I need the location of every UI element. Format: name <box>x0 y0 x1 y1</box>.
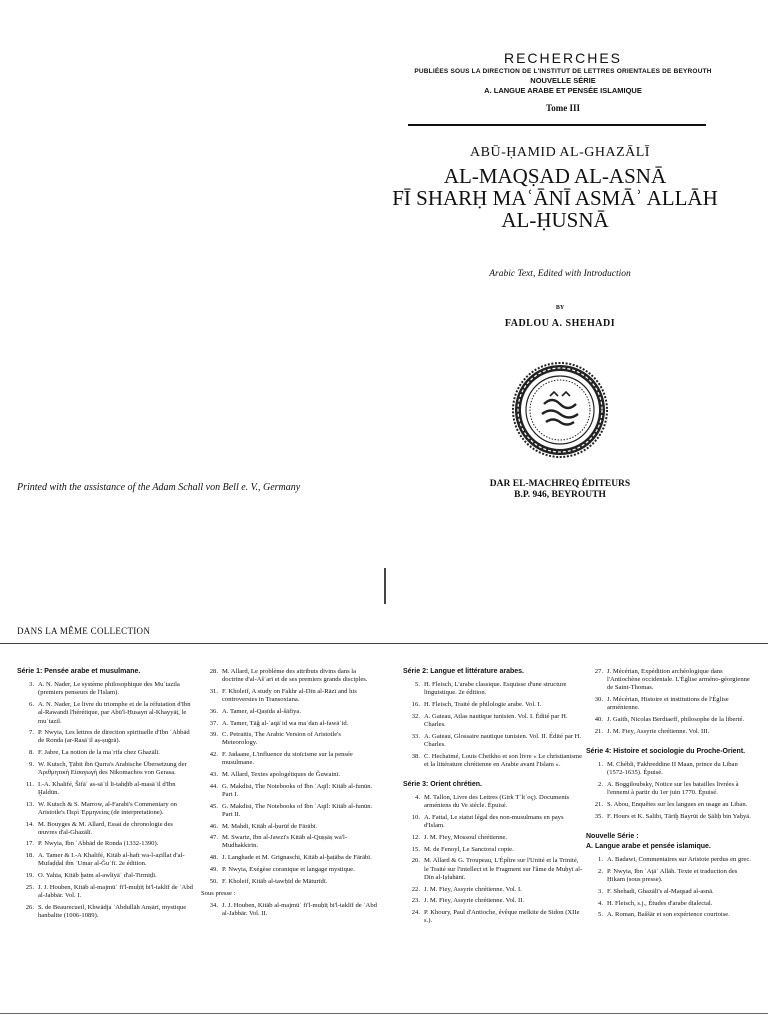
entry-text: C. Petraitis, The Arabic Version of Aristotle's Meteorology. <box>222 731 341 747</box>
entry-number: 24. <box>411 908 420 916</box>
new-series-section: A. Langue arabe et pensée islamique. <box>586 843 711 851</box>
entry-text: J. Mécérian, Histoire et institutions de l'Église arménienne. <box>607 696 729 712</box>
entry-number: 37. <box>209 719 218 727</box>
list-item <box>586 801 756 809</box>
list-item <box>586 668 756 693</box>
title-line-2: FĪ SHARḤ MAʿĀNĪ ASMĀʾ ALLĀH <box>392 186 718 210</box>
entry-number: 22. <box>411 885 420 893</box>
list-item <box>201 771 377 779</box>
series-section: A. LANGUE ARABE ET PENSÉE ISLAMIQUE <box>484 86 642 95</box>
by-label: BY <box>555 305 565 311</box>
series-3-list <box>403 794 583 925</box>
entry-text: P. Nwyia, Les lettres de direction spirituelle d'Ibn ʿAbbād de Ronda (ar-Rasāʾil aṣ-ṣuġrā). <box>38 729 190 745</box>
list-item <box>17 781 193 797</box>
entry-text: F. Kholeif, A study on Fakhr al-Dīn al-Rāzī and his controversies in Transoxiana. <box>222 687 357 704</box>
entry-number: 47. <box>209 834 218 842</box>
list-item <box>403 814 583 830</box>
series-4-heading: Série 4: Histoire et sociologie du Proche-Orient. <box>586 747 746 755</box>
entry-number: 42. <box>209 751 218 759</box>
entry-text: H. Fleisch, s.j., Études d'arabe dialectal. <box>607 899 713 907</box>
title-line-1: AL-MAQṢAD AL-ASNĀ <box>443 164 667 188</box>
series-title: RECHERCHES <box>503 50 622 66</box>
publisher-seal-icon <box>510 360 610 460</box>
list-item <box>17 729 193 745</box>
entry-number: 16. <box>411 701 420 709</box>
list-item <box>17 904 193 920</box>
entry-number: 45. <box>209 802 218 810</box>
publisher-address: B.P. 946, BEYROUTH <box>514 490 606 500</box>
entry-text: S. de Beaurecueil, Khwādja ʿAbdullāh Anṣārī, mystique hanbalite (1006-1089). <box>38 903 187 919</box>
list-item <box>586 856 756 864</box>
in-press-label: Sous presse : <box>201 889 236 897</box>
printed-note: Printed with the assistance of the Adam Schall von Bell e. V., Germany <box>17 482 301 493</box>
entry-number: 27. <box>594 668 603 675</box>
series-3-continued-list <box>586 668 756 736</box>
entry-text: A. Badawi, Commentaires sur Aristote perdus en grec. <box>607 856 751 864</box>
entry-number: 13. <box>25 800 34 808</box>
fold-mark <box>384 568 386 604</box>
entry-text: W. Kutsch & S. Marrow, al-Farabi's Commentary on Aristotle's Περὶ Ἑρμηνείας (de interpretatione). <box>38 800 177 816</box>
list-item <box>201 803 377 819</box>
list-item <box>201 834 377 850</box>
entry-number: 7. <box>29 729 34 737</box>
column-1 <box>17 668 193 924</box>
list-item <box>17 701 193 726</box>
entry-text: P. Khoury, Paul d'Antioche, évêque melkite de Sidon (XIIe s.). <box>424 908 580 925</box>
entry-number: 12. <box>411 834 420 842</box>
header-rule <box>408 124 706 126</box>
list-item <box>403 681 583 697</box>
column-4 <box>586 668 756 923</box>
entry-text: A. Gateau, Atlas nautique tunisien. Vol. I. Édité par H. Charles. <box>424 712 568 729</box>
entry-number: 21. <box>594 800 603 808</box>
entry-text: M. Allard, Textes apologétiques de Ǧuwainī. <box>222 771 341 779</box>
entry-number: 14. <box>25 820 34 828</box>
entry-number: 43. <box>209 771 218 779</box>
list-item <box>403 753 583 769</box>
list-item <box>403 886 583 894</box>
entry-number: 38. <box>411 752 420 760</box>
entry-text: J. M. Fiey, Assyrie chrétienne. Vol. III. <box>607 727 710 735</box>
entry-number: 5. <box>415 681 420 689</box>
entry-text: M. de Fenoyl, Le Sanctoral copte. <box>424 845 514 853</box>
entry-text: A. Boggiloubsky, Notice sur les batailles livrées à l'ennemi à partir du 1er juin 1770. Épuisé. <box>607 781 739 797</box>
list-item <box>586 781 756 797</box>
entry-text: M. Tallon, Livre des Lettres (Girk Tʿltʿoç). Documents arméniens du Ve siècle. Épuisé. <box>424 794 570 810</box>
entry-text: J. Gaith, Nicolas Berdiaeff, philosophe de la liberté. <box>607 716 745 724</box>
entry-number: 1. <box>598 856 603 864</box>
entry-number: 9. <box>29 760 34 768</box>
series-new: NOUVELLE SÉRIE <box>530 76 596 85</box>
tome-label: Tome III <box>546 103 580 113</box>
entry-number: 2. <box>598 867 603 875</box>
list-item <box>403 846 583 854</box>
entry-text: J. M. Fiey, Assyrie chrétienne. Vol. I. <box>424 885 522 893</box>
list-item <box>201 823 377 831</box>
series-2-heading: Série 2: Langue et littérature arabes. <box>403 668 524 675</box>
entry-text: J. J. Houben, Kitāb al-majmūʿ fī'l-muḥīṭ bi'l-taklīf de ʿAbd al-Jabbār. Vol. II. <box>222 901 377 918</box>
entry-number: 5. <box>598 911 603 919</box>
entry-text: A. N. Nader, Le système philosophique des Muʿtazila (premiers penseurs de l'Islam). <box>38 681 180 697</box>
entry-number: 25. <box>25 883 34 891</box>
list-item <box>201 668 377 684</box>
list-item <box>17 852 193 868</box>
list-item <box>201 688 377 704</box>
list-item <box>201 878 377 886</box>
entry-text: A. Fattal, Le statut légal des non-musulmans en pays d'Islam. <box>424 814 564 830</box>
list-item <box>586 911 756 919</box>
collection-rule <box>0 643 768 644</box>
entry-text: M. Chébli, Fakhreddine II Maan, prince du Liban (1572-1635). Épuisé. <box>607 761 738 777</box>
column-2 <box>201 668 377 922</box>
entry-number: 4. <box>415 794 420 802</box>
list-item <box>17 761 193 777</box>
list-item <box>17 872 193 880</box>
entry-number: 49. <box>209 865 218 873</box>
publisher <box>460 479 660 501</box>
list-item <box>586 728 756 736</box>
entry-number: 18. <box>25 852 34 860</box>
column-2-list <box>201 668 377 886</box>
entry-text: O. Yahia, Kitāb ḫatm al-awliyāʾ d'al-Tirmiḏī. <box>38 872 157 880</box>
entry-text: F. Shehadi, Ghazālī's al-Maqṣad al-asnā. <box>607 887 714 895</box>
entry-text: A. Gateau, Glossaire nautique tunisien. Vol. II. Édité par H. Charles. <box>424 732 582 748</box>
entry-text: F. Hours et K. Salibi, Tārīḫ Bayrūt de Ṣāliḥ bin Yaḥyā. <box>607 812 751 820</box>
bottom-rule <box>0 1013 768 1014</box>
entry-text: J. J. Houben, Kitāb al-majmūʿ fī'l-muḥīṭ bi'l-taklīf de ʿAbd al-Jabbār. Vol. I. <box>38 883 193 899</box>
list-item <box>17 840 193 848</box>
entry-number: 20. <box>411 857 420 865</box>
list-item <box>17 681 193 697</box>
entry-number: 26. <box>25 903 34 911</box>
entry-text: A. Tamer & I.-A Khalifé, Kitāb al-haft wa-l-aẓillat d'al-Mufaḍḍal ibn ʿUmar al-Ǧuʿfī. 2e édition. <box>38 852 185 868</box>
series-header <box>410 50 716 113</box>
entry-text: A. N. Nader, Le livre du triomphe et de la réfutation d'Ibn al-Rawandi l'hérétique, par Abū'l-Ḥusayn al-Khayyāṭ, le muʿtazil. <box>38 701 191 725</box>
entry-text: P. Nwyia, Exégèse coranique et langage mystique. <box>222 865 355 873</box>
entry-text: J. Mécérian, Expédition archéologique dans l'Antiochène occidentale. L'Église arméno-géorgienne de Saint-Thomas. <box>607 668 750 692</box>
entry-number: 30. <box>594 696 603 704</box>
series-4-list <box>586 761 756 821</box>
list-item <box>17 749 193 757</box>
entry-number: 31. <box>209 687 218 695</box>
entry-number: 23. <box>411 897 420 905</box>
entry-number: 28. <box>209 668 218 675</box>
entry-number: 4. <box>598 899 603 907</box>
entry-number: 36. <box>209 707 218 715</box>
title-line-3: AL-ḤUSNĀ <box>501 208 609 232</box>
list-item <box>17 884 193 900</box>
list-item <box>586 761 756 777</box>
entry-number: 1. <box>598 761 603 769</box>
series-1-heading: Série 1: Pensée arabe et musulmane. <box>17 668 141 675</box>
editor: FADLOU A. SHEHADI <box>504 318 616 329</box>
entry-number: 46. <box>209 822 218 830</box>
list-item <box>17 821 193 837</box>
new-series-heading: Nouvelle Série : <box>586 832 639 840</box>
entry-text: G. Makdisi, The Notebooks of Ibn ʿAqīl: Kitāb al-funūn. Part II. <box>222 802 373 818</box>
list-item <box>201 902 377 918</box>
subtitle: Arabic Text, Edited with Introduction <box>489 269 631 279</box>
list-item <box>403 897 583 905</box>
entry-text: M. Allard, Le problème des attributs divins dans la doctrine d'al-Ašʿarī et de ses premiers grands disciples. <box>222 668 368 684</box>
entry-number: 8. <box>29 749 34 757</box>
list-item <box>586 696 756 712</box>
entry-number: 11. <box>26 780 34 788</box>
list-item <box>201 751 377 767</box>
entry-text: P. Nwyia, Ibn ʿAbbād de Ronda (1332-1390). <box>38 840 159 848</box>
entry-text: A. Tamer, Tāǧ al-ʿaqāʾid wa maʿdan al-fawāʾid. <box>222 719 349 727</box>
entry-number: 35. <box>594 812 603 820</box>
entry-number: 48. <box>209 854 218 862</box>
entry-number: 15. <box>411 845 420 853</box>
list-item <box>403 713 583 729</box>
entry-text: M. Allard & G. Troupeau, L'Épître sur l'Unité et la Trinité, le Traité sur l'intellect et le Fragment sur l'âme de Muḥyī al-Dīn al-Iṣfahānī. <box>424 857 583 881</box>
entry-text: F. Jabre, La notion de la maʿrifa chez Ghazālī. <box>38 749 160 757</box>
list-item <box>586 813 756 821</box>
list-item <box>403 857 583 882</box>
list-item <box>586 868 756 884</box>
entry-text: J. Langhade et M. Grignaschi, Kitāb al-ḫaṭāba de Fārābī. <box>222 854 372 862</box>
list-item <box>201 783 377 799</box>
list-item <box>403 701 583 709</box>
entry-text: J. M. Fiey, Mossoul chrétienne. <box>424 834 508 842</box>
entry-number: 17. <box>25 840 34 848</box>
entry-text: J. M. Fiey, Assyrie chrétienne. Vol. II. <box>424 897 525 905</box>
entry-text: P. Nwyia, Ibn ʿAṭāʾ Allāh. Texte et traduction des Ḥikam (sous presse). <box>607 867 738 884</box>
entry-number: 40. <box>594 716 603 724</box>
series-2-list <box>403 681 583 769</box>
entry-number: 34. <box>209 901 218 909</box>
entry-text: H. Fleisch, Traité de philologie arabe. Vol. I. <box>424 701 542 709</box>
author: ABŪ-ḤAMID AL-GHAZĀLĪ <box>470 145 650 160</box>
entry-text: M. Bouyges & M. Allard, Essai de chronologie des œuvres d'al-Ghazālī. <box>38 820 173 836</box>
entry-text: S. Abou, Enquêtes sur les langues en usage au Liban. <box>607 800 748 808</box>
list-item <box>201 731 377 747</box>
list-item <box>403 733 583 749</box>
list-item <box>403 909 583 925</box>
list-item <box>201 854 377 862</box>
list-item <box>586 900 756 908</box>
entry-number: 33. <box>411 732 420 740</box>
entry-text: W. Kutsch, Ṯābit ibn Qurra's Arabische Übersetzung der Ἀριθμητικὴ Εἰσαγωγή des Nikomachos von Gerasa. <box>38 760 187 777</box>
entry-number: 6. <box>29 701 34 709</box>
series-1-list <box>17 681 193 920</box>
entry-text: F. Jadaane, L'influence du stoïcisme sur la pensée musulmane. <box>222 751 353 767</box>
entry-text: A. Tamer, al-Qaṣīda al-šāfiya. <box>222 707 301 715</box>
publisher-name: DAR EL-MACHREQ ÉDITEURS <box>489 479 631 489</box>
series-3-heading: Série 3: Orient chrétien. <box>403 781 482 789</box>
entry-text: G. Makdisi, The Notebooks of Ibn ʿAqīl: Kitāb al-funūn. Part I. <box>222 782 373 798</box>
entry-number: 44. <box>209 782 218 790</box>
entry-number: 19. <box>25 872 34 880</box>
entry-text: C. Hechaïmé, Louis Cheikho et son livre « Le christianisme et la littérature chrétienne en Arabie avant l'Islam ». <box>424 752 583 768</box>
list-item <box>201 720 377 728</box>
entry-number: 39. <box>209 731 218 739</box>
entry-number: 3. <box>29 681 34 689</box>
list-item <box>586 888 756 896</box>
list-item <box>201 866 377 874</box>
entry-text: A. Roman, Baššār et son expérience courtoise. <box>607 911 730 919</box>
entry-number: 2. <box>598 781 603 789</box>
entry-text: M. Swartz, Ibn al-Jawzī's Kitāb al-Quṣṣāṣ wa'l-Mudhakkirīn. <box>222 834 348 850</box>
entry-number: 50. <box>209 877 218 885</box>
entry-number: 3. <box>598 887 603 895</box>
entry-text: F. Kholeif, Kitāb al-tawḥīd de Māturīdī. <box>222 877 328 885</box>
entry-text: I.-A. Khalifé, Šifāʾ as-sāʾil li-tahḏīb al-masāʾil d'Ibn Ḫaldūn. <box>38 780 176 796</box>
list-item <box>201 708 377 716</box>
list-item <box>17 801 193 817</box>
entry-text: H. Fleisch, L'arabe classique. Esquisse d'une structure linguistique. 2e édition. <box>424 681 567 697</box>
series-subtitle: PUBLIÉES SOUS LA DIRECTION DE L'INSTITUT DE LETTRES ORIENTALES DE BEYROUTH <box>414 68 712 75</box>
collection-title: DANS LA MÊME COLLECTION <box>17 626 151 636</box>
new-series-list <box>586 856 756 919</box>
entry-number: 32. <box>411 712 420 720</box>
entry-number: 10. <box>411 814 420 822</box>
entry-text: M. Mahdi, Kitāb al-ḥurūf de Fārābī. <box>222 822 318 830</box>
list-item <box>586 716 756 724</box>
book-title <box>370 165 740 231</box>
entry-number: 21. <box>594 727 603 735</box>
list-item <box>403 834 583 842</box>
column-3 <box>403 668 583 929</box>
list-item <box>403 794 583 810</box>
